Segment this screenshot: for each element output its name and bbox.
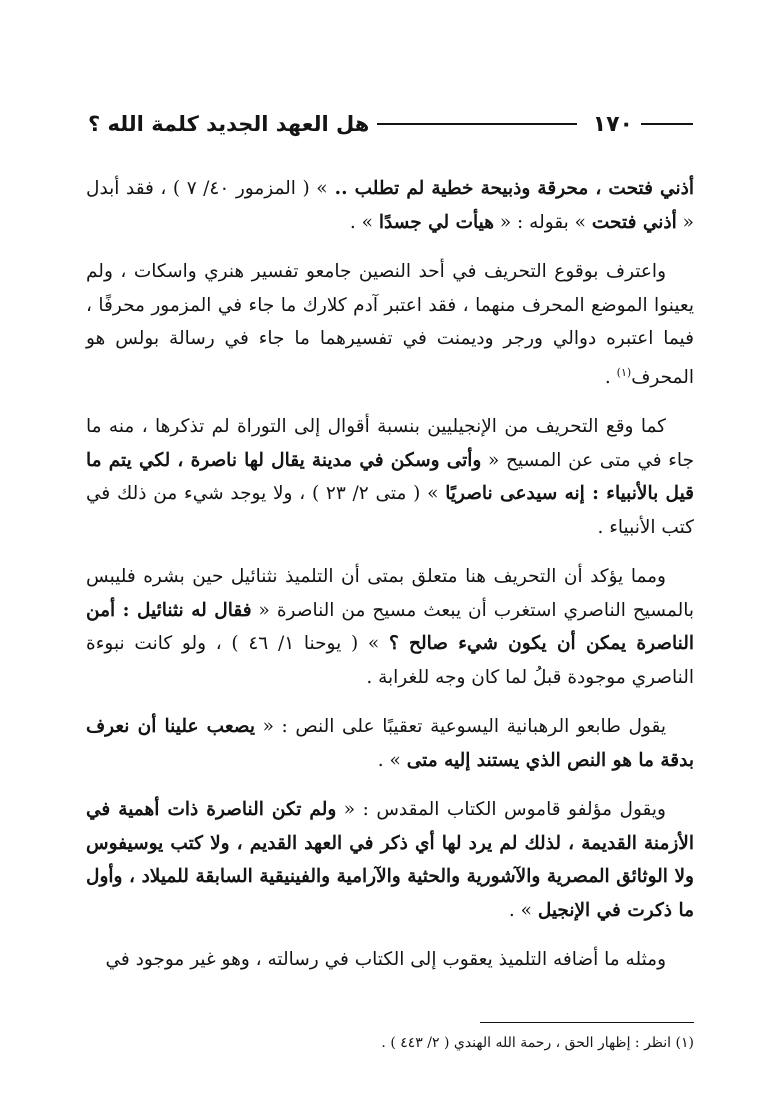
- text-run: » ( المزمور ٤٠/ ٧ ) ، فقد أبدل «: [86, 178, 694, 233]
- header-rule-short: [641, 123, 693, 125]
- paragraph-4: [86, 560, 694, 694]
- text-run: .: [604, 366, 617, 388]
- paragraph-5: [86, 710, 694, 777]
- quoted-text: أذني فتحت: [591, 211, 677, 233]
- quoted-text: فقال له نثنائيل : أمن الناصرة يمكن أن يكون شيء صالح ؟: [86, 599, 694, 655]
- text-run: ويقول مؤلفو قاموس الكتاب المقدس : «: [336, 799, 666, 821]
- text-run: كما وقع التحريف من الإنجيليين بنسبة أقوال إلى التوراة لم تذكرها ، منه ما جاء في متى عن المسيح «: [86, 416, 695, 471]
- text-run: » ( متى ٢/ ٢٣ ) ، ولا يوجد شيء من ذلك في كتب الأنبياء .: [86, 483, 694, 538]
- header-rule-long: [377, 123, 576, 125]
- quoted-text: هيأت لي جسدًا: [378, 211, 494, 233]
- body-text: [86, 172, 694, 993]
- footnote-marker: (١): [616, 365, 632, 379]
- text-run: ومما يؤكد أن التحريف هنا متعلق بمتى أن التلميذ نثنائيل حين بشره فليبس بالمسيح الناصري استغرب أن يبعث مسيح من الناصرة «: [86, 566, 694, 621]
- text-run: واعترف بوقوع التحريف في أحد النصين جامعو تفسير هنري واسكات ، ولم يعينوا الموضع المحرف منهما ، فقد اعتبر آدم كلارك ما جاء في المزمور محرفًا ، فيما اعتبره دوالي ورجر وديمنت في تفسيرهما ما جاء في رسالة بولس هو المحرف: [86, 261, 694, 388]
- quoted-text: يصعب علينا أن نعرف بدقة ما هو النص الذي يستند إليه متى: [86, 716, 694, 771]
- text-run: » .: [508, 899, 538, 921]
- paragraph-3: [86, 410, 694, 544]
- page-number: ١٧٠: [592, 111, 633, 137]
- text-run: » بقوله : «: [493, 211, 592, 233]
- footnote: (١) انظر : إظهار الحق ، رحمة الله الهندي ( ٢/ ٤٤٣ ) .: [381, 1035, 694, 1051]
- footnote-rule: [480, 1022, 694, 1023]
- text-run: » .: [377, 749, 407, 771]
- text-run: » ( يوحنا ١/ ٤٦ ) ، ولو كانت نبوءة الناصري موجودة قبلُ لما كان وجه للغرابة .: [86, 633, 694, 688]
- text-run: » .: [349, 211, 379, 233]
- paragraph-6: [86, 793, 694, 927]
- paragraph-7: [86, 943, 694, 977]
- quoted-text: وأتى وسكن في مدينة يقال لها ناصرة ، لكي يتم ما قيل بالأنبياء : إنه سيدعى ناصريًا: [86, 449, 694, 505]
- paragraph-1: [86, 172, 694, 239]
- running-header: [88, 104, 693, 144]
- running-title: هل العهد الجديد كلمة الله ؟: [88, 112, 370, 136]
- text-run: يقول طابعو الرهبانية اليسوعية تعقيبًا على النص : «: [254, 716, 666, 738]
- quoted-text: ولم تكن الناصرة ذات أهمية في الأزمنة القديمة ، لذلك لم يرد لها أي ذكر في العهد القديم ، ولا كتب يوسيفوس ولا الوثائق المصرية والآشورية والحثية والآرامية والفينيقية السابقة للميلاد ، وأول ما ذكرت في الإنجيل: [86, 799, 694, 921]
- quoted-text: أذني فتحت ، محرقة وذبيحة خطية لم تطلب ..: [327, 178, 694, 199]
- paragraph-2: [86, 255, 694, 394]
- text-run: ومثله ما أضافه التلميذ يعقوب إلى الكتاب في رسالته ، وهو غير موجود في: [105, 949, 666, 971]
